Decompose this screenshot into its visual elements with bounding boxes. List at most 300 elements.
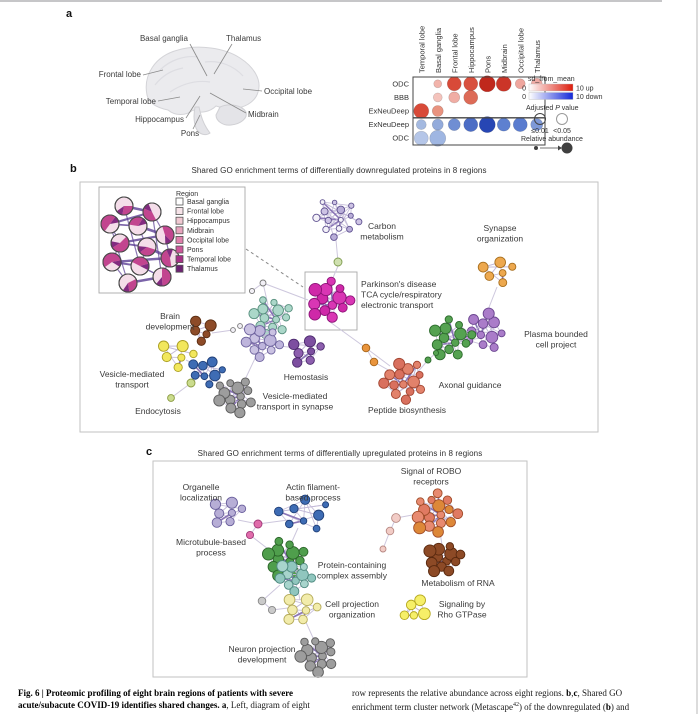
- rho-gtpase-label: Rho GTPase: [437, 609, 487, 620]
- network-node-synapse-organization: [509, 263, 516, 270]
- network-node-gray-cluster: [246, 398, 255, 407]
- network-node-parkinsons: [346, 296, 355, 305]
- network-node-protein-complex: [297, 569, 309, 581]
- legend-p001-label: ≤0.01: [531, 128, 549, 135]
- network-link: [305, 620, 314, 640]
- network-node: [246, 531, 253, 538]
- network-node-axonal-guidance: [456, 321, 463, 328]
- dotplot-dot: [496, 76, 511, 91]
- synapse-organization-label: Synapse: [483, 223, 517, 233]
- region-swatch-5: [176, 246, 183, 253]
- column-label: Hippocampus: [466, 27, 476, 73]
- network-node-peptide-biosynthesis: [413, 361, 420, 368]
- network-node-lavender-cluster: [264, 335, 276, 347]
- network-node: [370, 358, 378, 366]
- row-label: ExNeuDeep: [368, 120, 409, 130]
- microtubule-label: process: [196, 547, 226, 558]
- brain-development-label: Brain: [160, 311, 180, 321]
- network-downregulated: [80, 182, 598, 432]
- rho-gtpase-label: Signaling by: [438, 599, 486, 609]
- column-label: Thalamus: [532, 40, 542, 73]
- network-node-hemostasis: [292, 358, 301, 367]
- network-link: [330, 322, 366, 348]
- network-node-blue-cluster: [210, 370, 221, 381]
- network-node-carbon-metabolism: [321, 208, 328, 215]
- network-node-yellow-cluster: [174, 363, 182, 371]
- network-node-metabolism-rna: [429, 566, 440, 577]
- region-label-2: Hippocampus: [187, 218, 230, 226]
- network-node-neuron-projection: [301, 638, 309, 646]
- dotplot-dot: [464, 77, 478, 91]
- network-node: [362, 344, 370, 352]
- robo-receptors-label: receptors: [413, 476, 449, 487]
- network-node-lavender-cluster: [275, 341, 283, 349]
- caption-right-column: [352, 687, 658, 713]
- brain-label-basal-ganglia: Basal ganglia: [139, 34, 188, 43]
- row-label: ODC: [392, 133, 409, 143]
- parkinsons-label: electronic transport: [361, 300, 434, 310]
- network-node-axonal-guidance: [453, 350, 462, 359]
- network-node: [433, 350, 438, 355]
- region-label-7: Thalamus: [187, 266, 218, 274]
- vesicle-synapse-label: transport in synapse: [256, 401, 334, 412]
- organelle-localization-label: localization: [179, 492, 223, 503]
- network-node-hemostasis: [306, 356, 314, 364]
- network-node: [231, 328, 236, 333]
- network-node-protein-complex: [308, 574, 316, 582]
- dotplot-dot: [497, 118, 510, 131]
- network-node-axonal-guidance: [468, 331, 476, 339]
- network-node-lavender-cluster: [269, 329, 276, 336]
- network-node-blue-cluster: [219, 367, 225, 373]
- brain-label-frontal-lobe: Frontal lobe: [98, 70, 141, 79]
- carbon-metabolism-label: metabolism: [360, 231, 404, 242]
- dotplot-dot: [479, 76, 495, 92]
- network-node-rho-gtpase: [419, 608, 431, 620]
- caption-segment: b: [566, 688, 572, 698]
- legend-up-label: 10 up: [576, 85, 594, 93]
- legend-p005-circle: [557, 114, 568, 125]
- legend-zero-down: 0: [522, 94, 526, 101]
- network-node-plasma-bounded: [486, 331, 498, 343]
- region-swatch-1: [176, 208, 183, 215]
- dotplot-dot: [464, 118, 478, 132]
- network-node: [168, 395, 175, 402]
- network-node-carbon-metabolism: [331, 234, 338, 241]
- network-node: [238, 324, 243, 329]
- network-node-yellow-cluster: [178, 354, 185, 361]
- row-label: ExNeuDeep: [368, 106, 409, 116]
- network-node-blue-cluster: [201, 373, 208, 380]
- network-node-robo-receptors: [445, 505, 453, 513]
- caption-left-column: [18, 687, 330, 711]
- panel-a-label: a: [66, 8, 73, 20]
- network-node-neuron-projection: [326, 639, 334, 647]
- network-node-peptide-biosynthesis: [416, 385, 424, 393]
- protein-complex-label: complex assembly: [317, 570, 387, 581]
- network-node-carbon-metabolism: [347, 226, 353, 232]
- network-node-microtubule: [286, 541, 294, 549]
- network-node-neuron-projection: [326, 659, 335, 668]
- caption-segment: , Left, diagram of eight: [226, 700, 310, 710]
- caption-segment: Fig. 6 | Proteomic profiling of eight brain regions of patients with severe acute/subacute COVID-19 identifies shared changes.: [18, 688, 294, 710]
- network-node: [249, 288, 254, 293]
- dotplot-dot: [447, 77, 461, 91]
- panel-b-title: Shared GO enrichment terms of differentially downregulated proteins in 8 regions: [191, 166, 487, 175]
- dotplot-dot: [430, 130, 446, 146]
- network-node-neuron-projection: [327, 648, 335, 656]
- network-node: [258, 597, 266, 605]
- network-node-synapse-organization: [495, 257, 506, 268]
- network-node-yellow-cluster: [162, 352, 171, 361]
- caption-segment: ,: [571, 688, 574, 698]
- network-node-carbon-metabolism: [336, 226, 342, 232]
- network-node-microtubule: [262, 548, 274, 560]
- network-node: [268, 606, 275, 613]
- dotplot-dot: [414, 104, 429, 119]
- region-label-4: Occipital lobe: [187, 237, 230, 245]
- region-label-6: Temporal lobe: [187, 256, 231, 264]
- caption-segment: 42: [512, 702, 519, 708]
- network-node-carbon-metabolism: [349, 203, 354, 208]
- network-node-synapse-organization: [478, 262, 488, 272]
- network-node-gray-cluster: [216, 382, 223, 389]
- neuron-projection-label: Neuron projection: [228, 644, 296, 654]
- axonal-guidance-label: Axonal guidance: [438, 380, 502, 390]
- network-node-blue-cluster: [189, 360, 198, 369]
- network-node-gray-cluster: [226, 403, 236, 413]
- network-node-cell-projection: [313, 603, 321, 611]
- network-node-cell-projection: [301, 594, 313, 606]
- network-node: [386, 527, 394, 535]
- plasma-bounded-label: cell project: [535, 339, 577, 350]
- network-node: [392, 514, 401, 523]
- pie-wedge: [162, 268, 171, 286]
- network-node-robo-receptors: [453, 509, 463, 519]
- column-label: Frontal lobe: [450, 33, 460, 73]
- network-node-peptide-biosynthesis: [406, 388, 414, 396]
- carbon-metabolism-label: Carbon: [368, 221, 396, 231]
- network-node-actin-filament: [313, 525, 320, 532]
- dotplot: [369, 26, 545, 146]
- legend-arrow-head: [558, 146, 562, 151]
- network-node-lavender-cluster: [244, 324, 255, 335]
- vesicle-transport-label: transport: [115, 379, 149, 390]
- column-label: Temporal lobe: [417, 25, 427, 73]
- network-node-gray-cluster: [235, 408, 245, 418]
- region-swatch-7: [176, 265, 183, 272]
- network-node-robo-receptors: [417, 498, 425, 506]
- network-node-cell-projection: [288, 605, 298, 615]
- endocytosis-label: Endocytosis: [135, 406, 181, 416]
- network-node-plasma-bounded: [479, 341, 487, 349]
- brain-development-label: development: [145, 321, 195, 332]
- network-node-synapse-organization: [485, 272, 494, 281]
- dotplot-dot: [433, 93, 442, 102]
- network-node-parkinsons: [309, 298, 320, 309]
- network-node-metabolism-rna: [456, 550, 465, 559]
- network-node-lavender-cluster: [241, 337, 251, 347]
- network-node-carbon-metabolism: [313, 214, 320, 221]
- network-node-teal-cluster: [273, 316, 280, 323]
- network-node-parkinsons: [327, 312, 337, 322]
- network-node-actin-filament: [300, 518, 307, 525]
- brain-label-temporal-lobe: Temporal lobe: [105, 97, 156, 106]
- network-node-robo-receptors: [443, 496, 451, 504]
- network-node-gray-cluster: [214, 395, 225, 406]
- network-node-neuron-projection: [295, 651, 307, 663]
- network-node-peptide-biosynthesis: [400, 381, 407, 388]
- caption-segment: b: [605, 702, 611, 712]
- network-node-microtubule: [275, 537, 283, 545]
- network-node-protein-complex: [277, 561, 288, 572]
- network-node-parkinsons: [327, 277, 335, 285]
- network-node-lavender-cluster: [255, 353, 264, 362]
- network-node-hemostasis: [289, 339, 299, 349]
- network-node-carbon-metabolism: [325, 217, 331, 223]
- dotplot-dot: [434, 80, 442, 88]
- caption-segment: ) of the downregulated (: [518, 702, 606, 712]
- network-node-hemostasis: [304, 336, 315, 347]
- dotplot-dot: [432, 106, 443, 117]
- network-node-yellow-cluster: [158, 341, 168, 351]
- network-node-parkinsons: [309, 308, 321, 320]
- legend-sd-title: sd_from_mean: [528, 76, 575, 83]
- network-node-cell-projection: [284, 594, 295, 605]
- network-node: [425, 357, 431, 363]
- network-node-blue-cluster: [191, 371, 199, 379]
- region-swatch-2: [176, 217, 183, 224]
- network-node-teal-cluster: [271, 299, 277, 305]
- panel-b-label: b: [70, 163, 77, 175]
- network-node-peptide-biosynthesis: [390, 381, 399, 390]
- network-node-carbon-metabolism: [332, 200, 337, 205]
- network-node-teal-cluster: [249, 309, 259, 319]
- network-node-metabolism-rna: [446, 543, 454, 551]
- network-node-cell-projection: [299, 615, 308, 624]
- network-node-lavender-cluster: [254, 326, 265, 337]
- panel-c-title: Shared GO enrichment terms of differentially upregulated proteins in 8 regions: [197, 449, 483, 458]
- network-node-axonal-guidance: [462, 339, 470, 347]
- region-swatch-3: [176, 227, 183, 234]
- network-node-axonal-guidance: [432, 340, 442, 350]
- caption-segment: a: [221, 700, 227, 710]
- vesicle-transport-label: Vesicle-mediated: [99, 369, 165, 379]
- network-node-carbon-metabolism: [338, 217, 343, 222]
- network-node-yellow-cluster: [190, 350, 197, 357]
- network-node-carbon-metabolism: [356, 219, 362, 225]
- row-label: ODC: [392, 79, 409, 89]
- network-node: [187, 379, 195, 387]
- network-node-axonal-guidance: [430, 325, 441, 336]
- legend-blue-gradient: [529, 93, 573, 100]
- dotplot-dot: [464, 90, 478, 104]
- network-node-teal-cluster: [273, 305, 284, 316]
- network-node-gray-cluster: [237, 400, 246, 409]
- legend-zero-up: 0: [522, 85, 526, 93]
- plasma-bounded-label: Plasma bounded: [524, 329, 588, 339]
- neuron-projection-label: development: [237, 654, 287, 665]
- network-node-plasma-bounded: [478, 319, 488, 329]
- brain-cerebellum: [216, 105, 246, 125]
- network-node-axonal-guidance: [445, 345, 454, 354]
- cell-projection-label: Cell projection: [325, 599, 379, 609]
- network-node-peptide-biosynthesis: [379, 378, 389, 388]
- brain-label-occipital-lobe: Occipital lobe: [264, 87, 313, 96]
- network-node-plasma-bounded: [490, 343, 498, 351]
- network-node: [380, 546, 386, 552]
- brain-label-midbrain: Midbrain: [248, 110, 279, 119]
- network-node-robo-receptors: [428, 496, 435, 503]
- dotplot-dot: [414, 131, 428, 145]
- network-node-blue-cluster: [207, 357, 217, 367]
- network-node-carbon-metabolism: [337, 206, 345, 214]
- column-label: Pons: [483, 55, 493, 73]
- network-node-brain-development: [197, 337, 205, 345]
- network-node-plasma-bounded: [483, 308, 494, 319]
- network-node-blue-cluster: [206, 381, 213, 388]
- legend-large-dot: [562, 143, 573, 154]
- network-node-rho-gtpase: [400, 611, 409, 620]
- network-node-hemostasis: [307, 348, 314, 355]
- hemostasis-label: Hemostasis: [283, 372, 329, 382]
- legend-red-gradient: [529, 84, 573, 91]
- network-node-actin-filament: [323, 502, 329, 508]
- dashed-connector: [246, 249, 303, 287]
- network-node-robo-receptors: [433, 489, 442, 498]
- network-node-hemostasis: [294, 349, 303, 358]
- network-node-organelle-localization: [226, 517, 234, 525]
- network-node-protein-complex: [275, 573, 285, 583]
- network-node-peptide-biosynthesis: [401, 395, 410, 404]
- network-node-plasma-bounded: [477, 331, 484, 338]
- network-link: [258, 520, 288, 524]
- network-node-gray-cluster: [241, 378, 249, 386]
- actin-filament-label: Actin filament-: [286, 482, 340, 492]
- network-node-organelle-localization: [238, 505, 245, 512]
- brain-label-hippocampus: Hippocampus: [135, 115, 184, 124]
- region-swatch-0: [176, 198, 183, 205]
- cell-projection-label: organization: [328, 609, 376, 620]
- network-node-peptide-biosynthesis: [394, 358, 405, 369]
- parkinsons-label: TCA cycle/respiratory: [361, 289, 442, 300]
- legend-small-dot: [534, 146, 538, 150]
- network-node-cell-projection: [302, 607, 309, 614]
- network-node-carbon-metabolism: [348, 213, 353, 218]
- network-node-rho-gtpase: [415, 595, 426, 606]
- network-node-metabolism-rna: [424, 545, 436, 557]
- network-node-organelle-localization: [215, 509, 224, 518]
- network-node-neuron-projection: [313, 667, 324, 678]
- region-swatch-4: [176, 236, 183, 243]
- network-node-robo-receptors: [433, 527, 444, 538]
- network-node-protein-complex: [300, 563, 307, 570]
- network-node-axonal-guidance: [455, 328, 467, 340]
- network-node-plasma-bounded: [469, 315, 479, 325]
- network-node-peptide-biosynthesis: [391, 389, 400, 398]
- network-upregulated: [153, 461, 527, 677]
- network-node-blue-cluster: [199, 361, 208, 370]
- synapse-organization-label: organization: [476, 233, 524, 244]
- dotplot-dot: [449, 92, 460, 103]
- brain-cerebrum: [146, 47, 259, 114]
- dotplot-legend: [521, 76, 603, 154]
- network-node-brain-development: [205, 320, 216, 331]
- protein-complex-label: Protein-containing: [317, 560, 387, 570]
- brain-label-thalamus: Thalamus: [226, 34, 262, 43]
- peptide-biosynthesis-label: Peptide biosynthesis: [368, 405, 446, 415]
- legend-abundance-title: Relative abundance: [521, 136, 583, 143]
- vesicle-synapse-label: Vesicle-mediated: [262, 391, 328, 401]
- network-node-actin-filament: [290, 504, 298, 512]
- network-node: [260, 280, 266, 286]
- column-label: Occipital lobe: [516, 27, 526, 73]
- organelle-localization-label: Organelle: [182, 482, 220, 492]
- row-label: BBB: [393, 92, 409, 102]
- network-node-gray-cluster: [227, 380, 234, 387]
- network-node: [334, 258, 342, 266]
- network-node-neuron-projection: [312, 638, 319, 645]
- network-node-synapse-organization: [499, 279, 507, 287]
- network-node-teal-cluster: [285, 305, 292, 312]
- network-node-teal-cluster: [278, 326, 286, 334]
- network-node-carbon-metabolism: [320, 200, 325, 205]
- caption-segment: c: [573, 688, 578, 698]
- brain-diagram: [99, 34, 313, 138]
- robo-receptors-label: Signal of ROBO: [400, 466, 462, 476]
- network-node-gray-cluster: [244, 387, 252, 395]
- network-node-parkinsons: [333, 291, 346, 304]
- network-node-axonal-guidance: [440, 323, 451, 334]
- dotplot-dot: [448, 119, 460, 131]
- network-node-axonal-guidance: [451, 339, 458, 346]
- network-node-hemostasis: [317, 343, 324, 350]
- brain-label-pons: Pons: [180, 129, 200, 138]
- network-node-teal-cluster: [283, 314, 290, 321]
- network-node-robo-receptors: [446, 517, 455, 526]
- region-swatch-6: [176, 256, 183, 263]
- dotplot-dot: [479, 117, 495, 133]
- network-node-yellow-cluster: [177, 340, 188, 351]
- network-node-parkinsons: [336, 285, 344, 293]
- panel-c-label: c: [146, 446, 153, 458]
- column-label: Basal ganglia: [433, 27, 443, 73]
- metabolism-rna-label: Metabolism of RNA: [421, 578, 495, 588]
- caption-segment: , Shared GO enrichment term cluster network (Metascape: [352, 688, 623, 712]
- dotplot-dot: [513, 118, 527, 132]
- caption-segment: ) and: [610, 702, 630, 712]
- microtubule-label: Microtubule-based: [176, 537, 246, 547]
- network-node-parkinsons: [309, 283, 322, 296]
- dotplot-dot: [416, 120, 426, 130]
- region-label-1: Frontal lobe: [187, 208, 224, 216]
- network-node-robo-receptors: [414, 522, 426, 534]
- actin-filament-label: based process: [285, 492, 341, 503]
- network-node-metabolism-rna: [444, 566, 454, 576]
- legend-pvalue-title: Adjusted P value: [526, 105, 579, 112]
- region-legend-title: Region: [176, 191, 199, 198]
- network-node-robo-receptors: [412, 511, 424, 523]
- legend-p005-label: <0.05: [553, 128, 571, 135]
- network-node-peptide-biosynthesis: [416, 371, 423, 378]
- network-node-brain-development: [203, 331, 210, 338]
- region-label-5: Pons: [187, 247, 203, 254]
- network-node-carbon-metabolism: [323, 226, 329, 232]
- region-label-0: Basal ganglia: [187, 199, 230, 206]
- network-node-organelle-localization: [226, 497, 237, 508]
- parkinsons-label: Parkinson's disease: [361, 279, 437, 289]
- network-node-organelle-localization: [228, 509, 235, 516]
